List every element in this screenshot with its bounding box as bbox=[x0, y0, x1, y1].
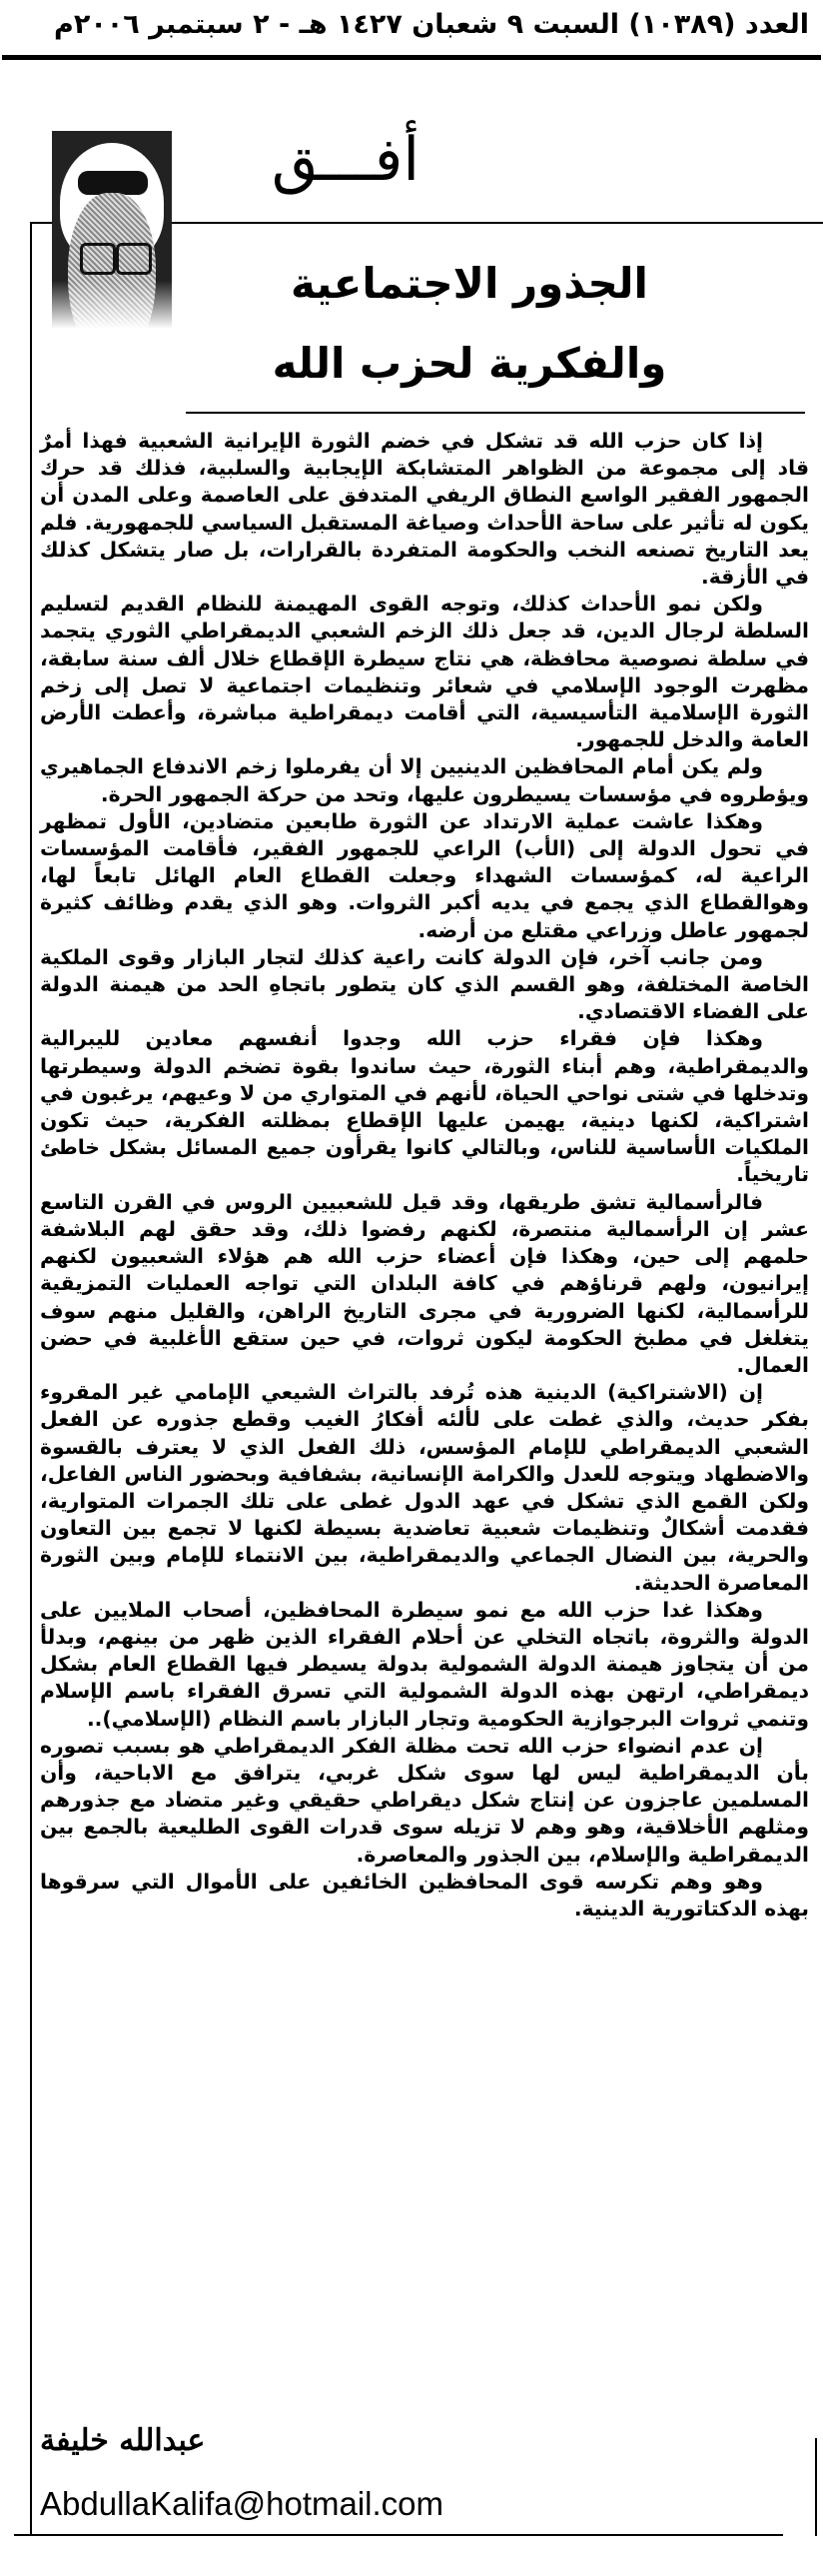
box-top-left-rule bbox=[30, 222, 52, 224]
paragraph: ولم يكن أمام المحافظين الدينيين إلا أن يفرملوا زخم الاندفاع الجماهيري ويؤطروه في مؤسسات يسيطرون عليها، وتحد من حركة الجمهور الحرة. bbox=[40, 754, 809, 806]
paragraph: وهكذا عاشت عملية الارتداد عن الثورة طابعين متضادين، الأول تمظهر في تحول الدولة إلى (الأب) الراعي للجمهور الفقير، فأقامت المؤسسات الراعية له، كمؤسسات الشهداء وجعلت القطاع العام الهائل تابعاً لها، وهوالقطاع الذي يجمع في يديه أكبر الثروات. وهو الذي يقدم وظائف كثيرة لجمهور عاطل وزراعي مقتلع من أرضه. bbox=[40, 808, 809, 942]
photo-fade bbox=[52, 281, 172, 331]
box-bottom-border bbox=[14, 2534, 783, 2536]
paragraph: ولكن نمو الأحداث كذلك، وتوجه القوى المهيمنة للنظام القديم لتسليم السلطة لرجال الدين، قد جعل ذلك الزخم الشعبي الديمقراطي الثوري يتجمد في سلطة نصوصية محافظة، هي نتاج سيطرة الإقطاع خلال ألف سنة سابقة، مظهرت الوجود الإسلامي في شعائر وتنظيمات اجتماعية لا تصل إلى زخم الثورة الإسلامية التأسيسية، التي أقامت ديمقراطية مباشرة، وأعطت الأرض العامة والدخل للجمهور. bbox=[40, 592, 809, 752]
paragraph: إذا كان حزب الله قد تشكل في خضم الثورة الإيرانية الشعبية فهذا أمرٌ قاد إلى مجموعة من الظواهر المتشابكة الإيجابية والسلبية، فذلك قد حرك الجمهور الفقير الواسع النطاق الريفي المتدفق على العاصمة وعلى المدن أن يكون له تأثير على ساحة الأحداث وصياغة المستقبل السياسي للجمهورية. فلم يعد التاريخ تصنعه النخب والحكومة المتفردة بالقرارات، بل صار يتشكل كذلك في الأزقة. bbox=[40, 429, 809, 590]
paragraph: إن عدم انضواء حزب الله تحت مظلة الفكر الديمقراطي هو بسبب تصوره بأن الديمقراطية ليس لها سوى شكل غربي، يترافق مع الاباحية، وأن المسلمين عاجزون عن إنتاج شكل ديقراطي حقيقي وغير متضاد مع جذورهم ومثلهم الأخلاقية، وهو وهم لا تزيله سوى قدرات القوى الطليعية بالجمع بين الديمقراطية والإسلام، بين الجذور والمعاصرة. bbox=[40, 1733, 809, 1867]
author-email-link[interactable]: AbdullaKalifa@hotmail.com bbox=[40, 2485, 444, 2522]
section-rule bbox=[172, 222, 823, 224]
glasses-left bbox=[80, 243, 116, 275]
column-name: أفـــق bbox=[271, 125, 419, 195]
header-rule bbox=[2, 55, 821, 60]
box-left-border bbox=[30, 222, 32, 2536]
box-right-border bbox=[815, 2438, 817, 2536]
paragraph: ومن جانب آخر، فإن الدولة كانت راعية كذلك لتجار البازار وقوى الملكية الخاصة المختلفة، وهو القسم الذي كان يتطور باتجاهِ الحد من هيمنة الدولة على الفضاء الاقتصادي. bbox=[40, 944, 809, 1024]
paragraph: وهكذا غدا حزب الله مع نمو سيطرة المحافظين، أصحاب الملايين على الدولة والثروة، باتجاه التخلي عن أحلام الفقراء الذين ظهر من بينهم، وبدلأ من أن يتجاوز هيمنة الدولة الشمولية بدولة يسيطر فيها القطاع العام بشكل ديمقراطي، ارتهن بهذه الدولة الشمولية التي تسرق الفقراء باسم الإسلام وتنمي ثروات البرجوازية الحكومية وتجار البازار باسم النظام (الإسلامي).. bbox=[40, 1597, 809, 1731]
author-photo bbox=[52, 131, 172, 331]
article-body bbox=[40, 428, 809, 1923]
issue-date-line: العدد (١٠٣٨٩) السبت ٩ شعبان ١٤٢٧ هـ - ٢ سبتمبر ٢٠٠٦م bbox=[54, 9, 809, 40]
author-signature: عبدالله خليفة bbox=[40, 2423, 206, 2458]
agal-band bbox=[78, 171, 148, 195]
paragraph: وهكذا فإن فقراء حزب الله وجدوا أنفسهم معادين لليبرالية والديمقراطية، وهم أبناء الثورة، حيث ساندوا بقوة تضخم الدولة وسيطرتها وتدخلها في شتى نواحي الحياة، لأنهم في المتواري من لا وعيهم، يرغبون في اشتراكية، لكنها دينية، يهيمن عليها الإقطاع بمظلته الفكرية، حيث تكون الملكيات الأساسية للناس، وبالتالي كانوا يقرأون جميع المسائل بشكل خاطئ تاريخياً. bbox=[40, 1026, 809, 1187]
article-title-line-2: والفكرية لحزب الله bbox=[272, 339, 667, 388]
glasses-right bbox=[116, 243, 152, 275]
article-title bbox=[190, 244, 749, 404]
paragraph: إن (الاشتراكية) الدينية هذه تُرفد بالتراث الشيعي الإمامي غير المقروء بفكر حديث، والذي غطت على لألئه أفكارُ الغيب وقطع جذوره عن الفعل الشعبي الديمقراطي للإمام المؤسس، ذلك الفعل الذي لا يعترف بالقسوة والاضطهاد ويتوجه للعدل والكرامة الإنسانية، بشفافية وبحضور الناس الفاعل، ولكن القمع الذي تشكل في عهد الدول غطى على تلك الجمرات المتوارية، فقدمت أشكالٌ وتنظيمات شعبية تعاضدية بسيطة لكنها لا تجمع بين التعاون والحرية، بين النضال الجماعي والديمقراطية، بين الانتماء للإمام وبين الثورة المعاصرة الحديثة. bbox=[40, 1380, 809, 1595]
paragraph: فالرأسمالية تشق طريقها، وقد قيل للشعبيين الروس في القرن التاسع عشر إن الرأسمالية منتصرة، لكنهم رفضوا ذلك، وقد حقق لهم البلاشفة حلمهم إلى حين، وهكذا فإن أعضاء حزب الله هم هؤلاء الشعبيون لكنهم إيرانيون، ولهم قرناؤهم في كافة البلدان التي تواجه العمليات التمزيقية للرأسمالية، لكنها الضرورية في مجرى التاريخ الراهن، والقليل منهم سوف يتغلغل في مطبخ الحكومة ليكون ثروات، في حين ستقع الأغلبية في حضن العمال. bbox=[40, 1189, 809, 1377]
title-rule bbox=[186, 412, 805, 414]
paragraph: وهو وهم تكرسه قوى المحافظين الخائفين على الأموال التي سرقوها بهذه الدكتاتورية الدينية. bbox=[40, 1869, 809, 1921]
article-title-line-1: الجذور الاجتماعية bbox=[291, 259, 648, 308]
